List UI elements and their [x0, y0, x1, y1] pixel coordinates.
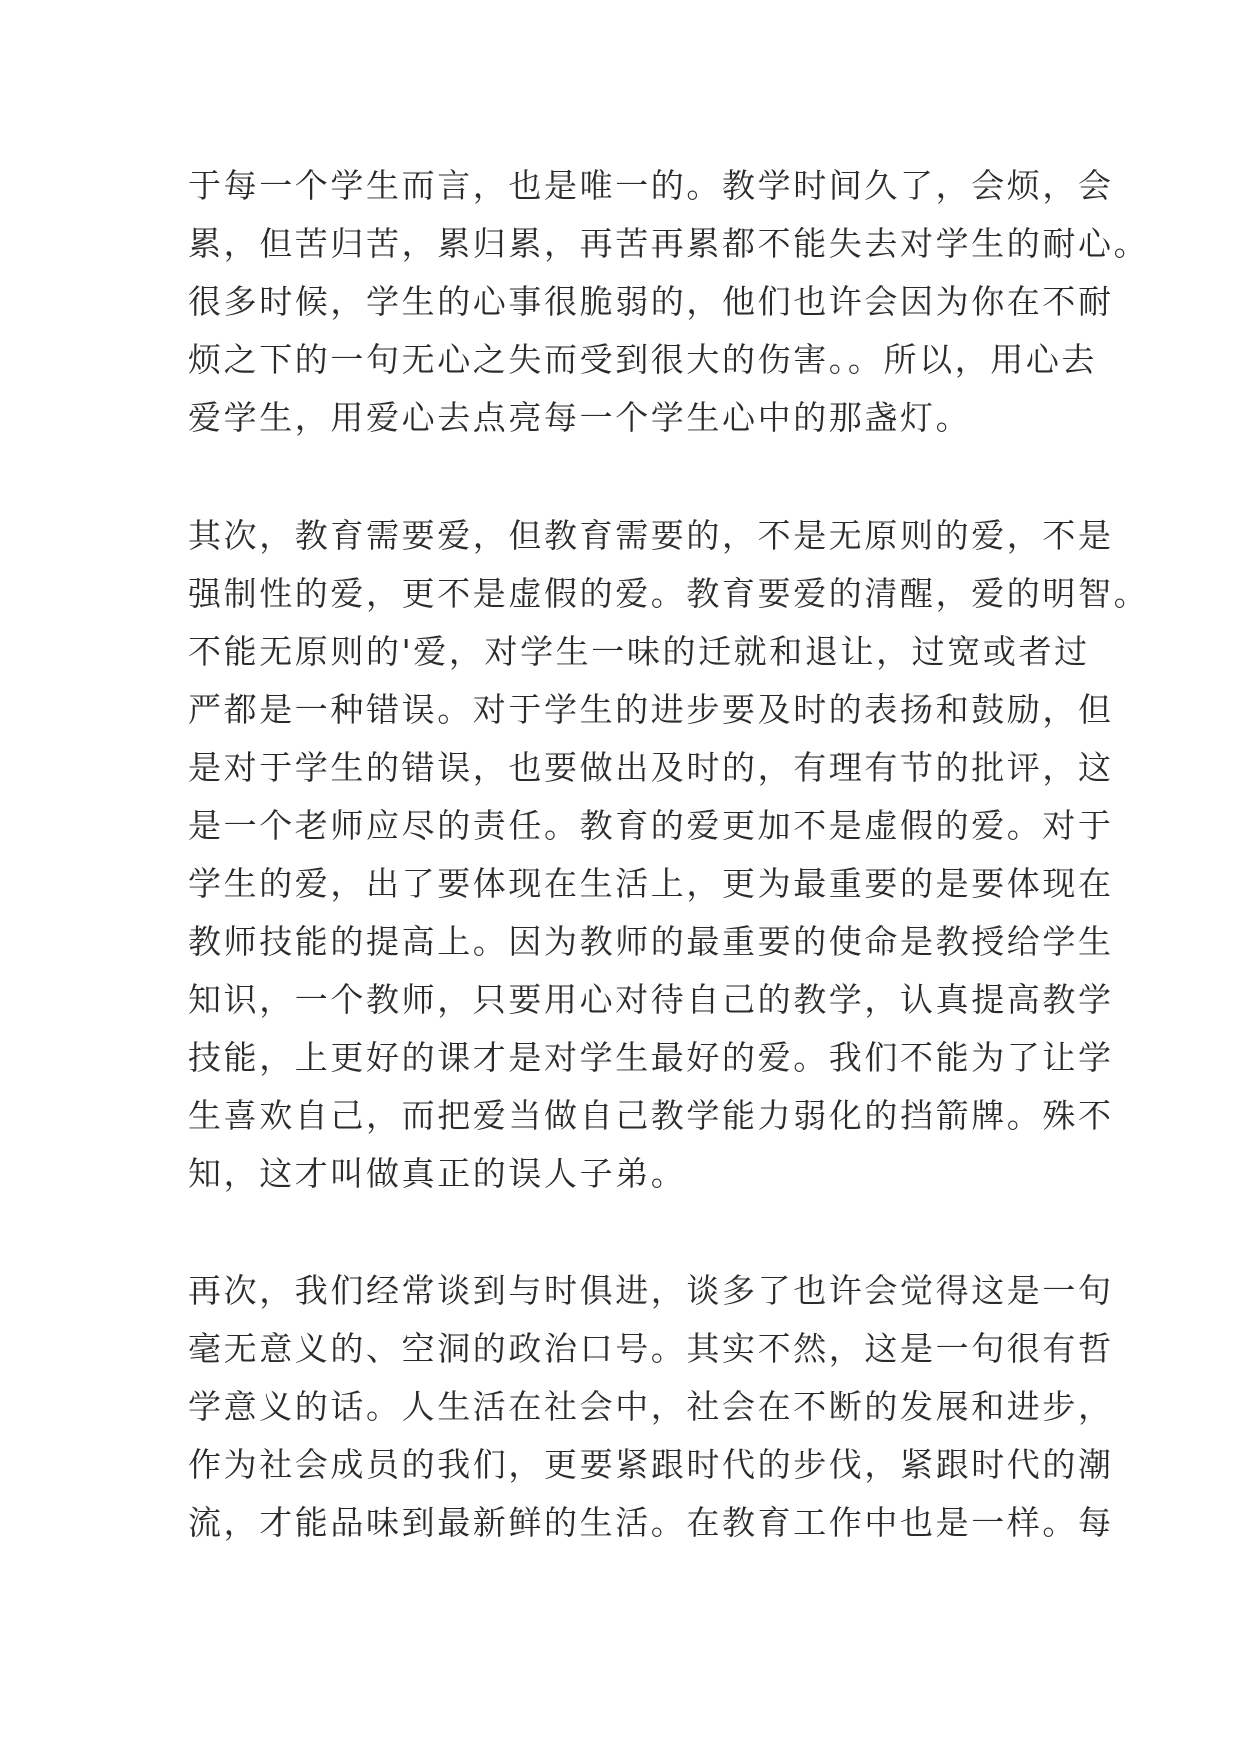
text-line: 其次，教育需要爱，但教育需要的，不是无原则的爱，不是: [188, 516, 1114, 555]
text-line: 是一个老师应尽的责任。教育的爱更加不是虚假的爱。对于: [188, 806, 1114, 845]
paragraph-2: [188, 507, 1149, 1203]
paragraph-1: [188, 157, 1149, 447]
text-line: 技能，上更好的课才是对学生最好的爱。我们不能为了让学: [188, 1038, 1114, 1077]
text-line: 流，才能品味到最新鲜的生活。在教育工作中也是一样。每: [188, 1503, 1114, 1542]
text-line: 生喜欢自己，而把爱当做自己教学能力弱化的挡箭牌。殊不: [188, 1096, 1114, 1135]
text-line: 学生的爱，出了要体现在生活上，更为最重要的是要体现在: [188, 864, 1114, 903]
text-line: 毫无意义的、空洞的政治口号。其实不然，这是一句很有哲: [188, 1329, 1114, 1368]
text-line: 于每一个学生而言，也是唯一的。教学时间久了，会烦，会: [188, 166, 1114, 205]
text-line: 很多时候，学生的心事很脆弱的，他们也许会因为你在不耐: [188, 282, 1114, 321]
text-line: 学意义的话。人生活在社会中，社会在不断的发展和进步，: [188, 1387, 1114, 1426]
text-line: 知，这才叫做真正的误人子弟。: [188, 1154, 687, 1193]
text-line: 烦之下的一句无心之失而受到很大的伤害。。所以，用心去: [188, 340, 1098, 379]
text-line: 作为社会成员的我们，更要紧跟时代的步伐，紧跟时代的潮: [188, 1445, 1114, 1484]
text-line: 严都是一种错误。对于学生的进步要及时的表扬和鼓励，但: [188, 690, 1114, 729]
text-line: 再次，我们经常谈到与时俱进，谈多了也许会觉得这是一句: [188, 1271, 1114, 1310]
text-line: 爱学生，用爱心去点亮每一个学生心中的那盏灯。: [188, 398, 972, 437]
text-line: 教师技能的提高上。因为教师的最重要的使命是教授给学生: [188, 922, 1114, 961]
text-line: 知识，一个教师，只要用心对待自己的教学，认真提高教学: [188, 980, 1114, 1019]
text-line: 不能无原则的'爱，对学生一味的迁就和退让，过宽或者过: [188, 632, 1090, 671]
text-line: 是对于学生的错误，也要做出及时的，有理有节的批评，这: [188, 748, 1114, 787]
text-line: 累，但苦归苦，累归累，再苦再累都不能失去对学生的耐心。: [188, 224, 1150, 263]
paragraph-3: [188, 1262, 1114, 1552]
text-line: 强制性的爱，更不是虚假的爱。教育要爱的清醒，爱的明智。: [188, 574, 1150, 613]
